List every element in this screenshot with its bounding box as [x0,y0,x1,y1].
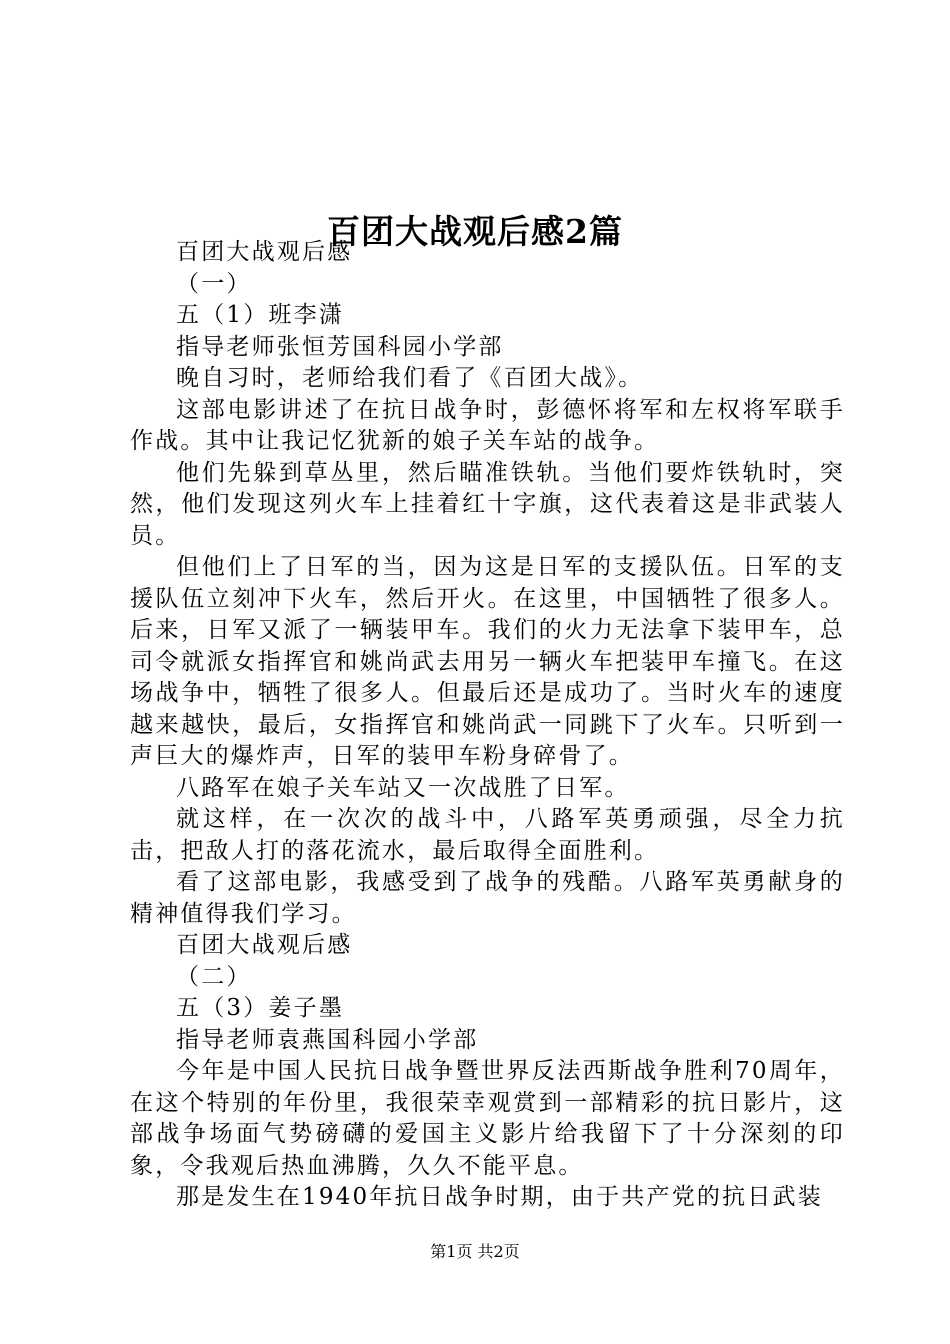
paragraph: 五（1）班李潇 [176,302,345,328]
paragraph: 五（3）姜子墨 [176,995,345,1021]
paragraph: 八路军在娘子关车站又一次战胜了日军。 [176,774,630,801]
paragraph: （二） [176,963,252,990]
paragraph: 那是发生在1940年抗日战争时期，由于共产党的抗日武装 [176,1184,823,1210]
paragraph: （一） [176,270,252,297]
paragraph: 今年是中国人民抗日战争暨世界反法西斯战争胜利70周年，在这个特别的年份里，我很荣幸观赏到一部精彩的抗日影片，这部战争场面气势磅礴的爱国主义影片给我留下了十分深刻的印象，令我观后热血沸腾，久久不能平息。 [130,1058,845,1179]
paragraph: 但他们上了日军的当，因为这是日军的支援队伍。日军的支援队伍立刻冲下火车，然后开火。在这里，中国牺牲了很多人。后来，日军又派了一辆装甲车。我们的火力无法拿下装甲车，总司令就派女指挥官和姚尚武去用另一辆火车把装甲车撞飞。在这场战争中，牺牲了很多人。但最后还是成功了。当时火车的速度越来越快，最后，女指挥官和姚尚武一同跳下了火车。只听到一声巨大的爆炸声，日军的装甲车粉身碎骨了。 [130,554,845,769]
paragraph: 就这样，在一次次的战斗中，八路军英勇顽强，尽全力抗击，把敌人打的落花流水，最后取得全面胜利。 [130,806,845,864]
page-footer: 第1页 共2页 [430,1242,520,1261]
document-body [130,237,845,1214]
paragraph: 指导老师张恒芳国科园小学部 [176,333,504,360]
paragraph: 百团大战观后感 [176,239,353,265]
paragraph: 指导老师袁燕国科园小学部 [176,1026,479,1053]
paragraph: 晚自习时，老师给我们看了《百团大战》。 [176,365,644,391]
paragraph: 看了这部电影，我感受到了战争的残酷。八路军英勇献身的精神值得我们学习。 [130,869,845,927]
paragraph: 百团大战观后感 [176,932,353,958]
paragraph: 他们先躲到草丛里，然后瞄准铁轨。当他们要炸铁轨时，突然，他们发现这列火车上挂着红十字旗，这代表着这是非武装人员。 [130,459,845,549]
document-title: 百团大战观后感2篇 [327,212,623,252]
paragraph: 这部电影讲述了在抗日战争时，彭德怀将军和左权将军联手作战。其中让我记忆犹新的娘子关车站的战争。 [130,396,845,454]
